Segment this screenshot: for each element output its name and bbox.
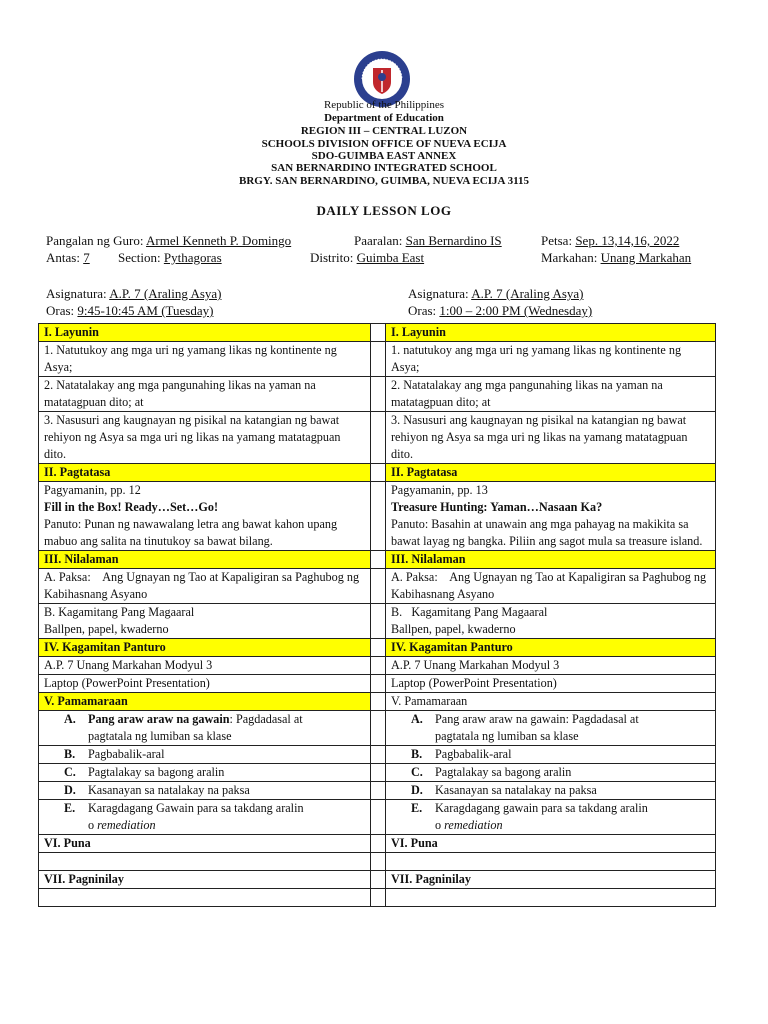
left-reflection-cell <box>39 889 371 907</box>
left-procedure-list <box>39 711 371 746</box>
left-section-pagninilay: VII. Pagninilay <box>39 871 371 889</box>
section-row-pagninilay <box>39 871 716 889</box>
right-objective-3: 3. Nasusuri ang kaugnayan ng pisikal na katangian ng bawat rehiyon ng Asya sa mga uri ng likas na yamang matatagpuan dito. <box>386 412 716 464</box>
section-row-nilalaman <box>39 551 716 569</box>
table-row <box>39 764 716 782</box>
left-time-field: Oras: 9:45-10:45 AM (Tuesday) <box>46 303 214 318</box>
list-item: E. Karagdagang Gawain para sa takdang aralin <box>64 801 304 815</box>
section-row-layunin <box>39 324 716 342</box>
left-assessment-title: Fill in the Box! Ready…Set…Go! <box>44 500 219 514</box>
lesson-log-table <box>38 323 716 907</box>
right-section-puna: VI. Puna <box>386 835 716 853</box>
left-material-2: Laptop (PowerPoint Presentation) <box>39 675 371 693</box>
grade-value: 7 <box>83 250 90 265</box>
left-objective-2: 2. Natatalakay ang mga pangunahing likas na yaman na matatagpuan dito; at <box>39 377 371 412</box>
table-row <box>39 657 716 675</box>
right-assessment-ref: Pagyamanin, pp. 13 <box>391 483 488 497</box>
left-student-materials <box>39 604 371 639</box>
left-section-nilalaman: III. Nilalaman <box>39 551 371 569</box>
left-material-1: A.P. 7 Unang Markahan Modyul 3 <box>39 657 371 675</box>
district-field: Distrito: Guimba East <box>310 250 425 265</box>
list-item: D. Kasanayan sa natalakay na paksa <box>411 783 597 797</box>
left-assessment <box>39 482 371 551</box>
right-section-layunin: I. Layunin <box>386 324 716 342</box>
left-section-kagamitan: IV. Kagamitan Panturo <box>39 639 371 657</box>
left-section-pamamaraan: V. Pamamaraan <box>39 693 371 711</box>
left-materials-items: Ballpen, papel, kwaderno <box>44 622 169 636</box>
list-item: C. Pagtalakay sa bagong aralin <box>64 765 225 779</box>
right-material-2: Laptop (PowerPoint Presentation) <box>386 675 716 693</box>
left-objective-1: 1. Natutukoy ang mga uri ng yamang likas ng kontinente ng Asya; <box>39 342 371 377</box>
list-item: D. Kasanayan sa natalakay na paksa <box>64 783 250 797</box>
teacher-field: Pangalan ng Guro: Armel Kenneth P. Domingo <box>46 233 292 248</box>
list-item: A. Pang araw araw na gawain: Pagdadasal at <box>64 712 303 726</box>
section-row-pagtatasa <box>39 464 716 482</box>
left-assessment-ref: Pagyamanin, pp. 12 <box>44 483 141 497</box>
left-objective-3: 3. Nasusuri ang kaugnayan ng pisikal na katangian ng bawat rehiyon ng Asya sa mga uri ng likas na yamang matatagpuan dito. <box>39 412 371 464</box>
republic-text: Republic of the Philippines <box>323 99 445 111</box>
right-section-pagninilay: VII. Pagninilay <box>386 871 716 889</box>
table-row <box>39 377 716 412</box>
section-row-puna <box>39 835 716 853</box>
right-time-field: Oras: 1:00 – 2:00 PM (Wednesday) <box>408 303 593 318</box>
left-section-layunin: I. Layunin <box>39 324 371 342</box>
department-text: Department of Education <box>324 112 444 124</box>
right-objective-1: 1. natutukoy ang mga uri ng yamang likas ng kontinente ng Asya; <box>386 342 716 377</box>
right-section-pagtatasa: II. Pagtatasa <box>386 464 716 482</box>
school-name-text: SAN BERNARDINO INTEGRATED SCHOOL <box>271 162 497 174</box>
table-row <box>39 604 716 639</box>
left-section-pagtatasa: II. Pagtatasa <box>39 464 371 482</box>
table-row <box>39 800 716 835</box>
right-section-kagamitan: IV. Kagamitan Panturo <box>386 639 716 657</box>
table-row <box>39 782 716 800</box>
right-materials-items: Ballpen, papel, kwaderno <box>391 622 516 636</box>
list-item: B. Pagbabalik-aral <box>64 747 165 761</box>
region-text: REGION III – CENTRAL LUZON <box>300 125 468 137</box>
right-section-nilalaman: III. Nilalaman <box>386 551 716 569</box>
right-material-1: A.P. 7 Unang Markahan Modyul 3 <box>386 657 716 675</box>
annex-text: SDO-GUIMBA EAST ANNEX <box>311 150 457 162</box>
school-value: San Bernardino IS <box>405 233 502 248</box>
list-item: A. Pang araw araw na gawain: Pagdadasal at <box>411 712 639 726</box>
table-row <box>39 412 716 464</box>
date-field: Petsa: Sep. 13,14,16, 2022 <box>541 233 680 248</box>
list-item-continuation: o remediation <box>435 818 503 832</box>
list-item: E. Karagdagang gawain para sa takdang aralin <box>411 801 648 815</box>
list-item-continuation: pagtatala ng lumiban sa klase <box>88 729 232 743</box>
right-topic: A. Paksa: Ang Ugnayan ng Tao at Kapaligiran sa Paghubog ng Kabihasnang Asyano <box>386 569 716 604</box>
date-value: Sep. 13,14,16, 2022 <box>575 233 680 248</box>
left-subject-field: Asignatura: A.P. 7 (Araling Asya) <box>46 286 222 301</box>
table-row <box>39 675 716 693</box>
quarter-field: Markahan: Unang Markahan <box>541 250 692 265</box>
list-item: C. Pagtalakay sa bagong aralin <box>411 765 572 779</box>
right-subject-field: Asignatura: A.P. 7 (Araling Asya) <box>408 286 584 301</box>
right-reflection-cell <box>386 889 716 907</box>
table-row-blank <box>39 853 716 871</box>
division-text: SCHOOLS DIVISION OFFICE OF NUEVA ECIJA <box>261 138 507 150</box>
table-row <box>39 711 716 746</box>
district-value: Guimba East <box>356 250 425 265</box>
section-row-kagamitan <box>39 639 716 657</box>
list-item-continuation: pagtatala ng lumiban sa klase <box>435 729 579 743</box>
table-row <box>39 342 716 377</box>
left-materials-heading: B. Kagamitang Pang Magaaral <box>44 605 195 619</box>
right-student-materials <box>386 604 716 639</box>
doc-title: DAILY LESSON LOG <box>316 203 452 218</box>
right-remarks-cell <box>386 853 716 871</box>
right-section-pamamaraan: V. Pamamaraan <box>386 693 716 711</box>
right-assessment-title: Treasure Hunting: Yaman…Nasaan Ka? <box>391 500 603 514</box>
section-field: Section: Pythagoras <box>118 250 222 265</box>
table-row <box>39 569 716 604</box>
section-value: Pythagoras <box>163 250 222 265</box>
left-remarks-cell <box>39 853 371 871</box>
school-field: Paaralan: San Bernardino IS <box>354 233 502 248</box>
grade-field: Antas: 7 <box>46 250 90 265</box>
list-item-continuation: o remediation <box>88 818 156 832</box>
right-procedure-list <box>386 711 716 746</box>
right-materials-heading: B. Kagamitang Pang Magaaral <box>391 605 548 619</box>
left-topic: A. Paksa: Ang Ugnayan ng Tao at Kapaligiran sa Paghubog ng Kabihasnang Asyano <box>39 569 371 604</box>
table-row-blank <box>39 889 716 907</box>
table-row <box>39 746 716 764</box>
right-assessment <box>386 482 716 551</box>
teacher-value: Armel Kenneth P. Domingo <box>146 233 292 248</box>
list-item: B. Pagbabalik-aral <box>411 747 512 761</box>
left-assessment-directions: Panuto: Punan ng nawawalang letra ang bawat kahon upang mabuo ang salita na tinutukoy sa bawat bilang. <box>44 517 338 548</box>
right-assessment-directions: Panuto: Basahin at unawain ang mga pahayag na makikita sa bawat layag ng bangka. Piliin ang sagot mula sa treasure island. <box>391 517 703 548</box>
right-objective-2: 2. Natatalakay ang mga pangunahing likas na yaman na matatagpuan dito; at <box>386 377 716 412</box>
quarter-value: Unang Markahan <box>600 250 692 265</box>
address-text: BRGY. SAN BERNARDINO, GUIMBA, NUEVA ECIJA 3115 <box>238 175 530 187</box>
section-row-pamamaraan <box>39 693 716 711</box>
left-section-puna: VI. Puna <box>39 835 371 853</box>
table-row <box>39 482 716 551</box>
